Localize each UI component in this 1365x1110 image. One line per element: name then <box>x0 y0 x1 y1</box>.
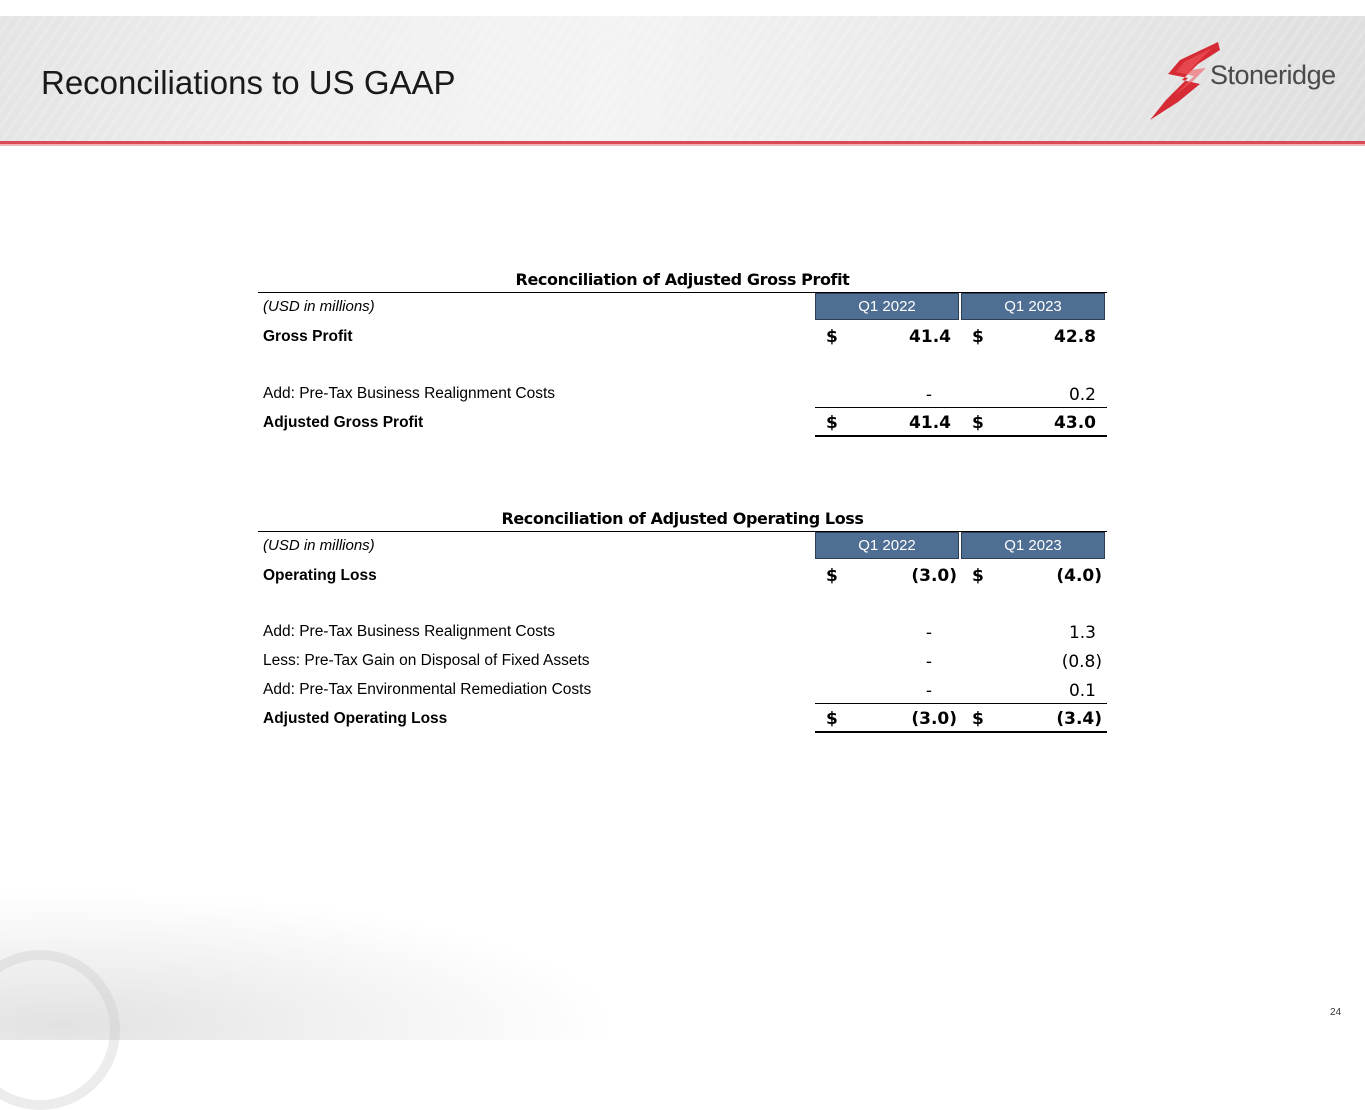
row-label-gain-on-disposal: Less: Pre-Tax Gain on Disposal of Fixed Assets <box>263 652 590 669</box>
row-label-adjusted-operating-loss: Adjusted Operating Loss <box>263 710 448 727</box>
currency-symbol: $ <box>972 709 984 729</box>
row-label-realignment-costs: Add: Pre-Tax Business Realignment Costs <box>263 623 556 640</box>
value-gross-profit-q1-2022: 41.4 <box>909 327 951 347</box>
currency-symbol: $ <box>972 327 984 347</box>
value-adjusted-operating-loss-q1-2023: (3.4) <box>1056 709 1102 729</box>
value-realignment-q1-2022: - <box>925 623 932 643</box>
operating-loss-table-title: Reconciliation of Adjusted Operating Loss <box>501 509 864 528</box>
column-header-q1-2023: Q1 2023 <box>961 532 1105 559</box>
top-margin <box>0 0 1365 16</box>
subtotal-rule <box>815 703 1107 704</box>
row-label-operating-loss: Operating Loss <box>263 567 377 584</box>
column-header-q1-2022: Q1 2022 <box>815 532 959 559</box>
total-rule <box>815 731 1107 733</box>
column-header-q1-2023: Q1 2023 <box>961 293 1105 320</box>
currency-symbol: $ <box>826 566 838 586</box>
page-number: 24 <box>1330 1007 1342 1018</box>
value-gain-on-disposal-q1-2023: (0.8) <box>1061 652 1102 672</box>
value-operating-loss-q1-2022: (3.0) <box>911 566 957 586</box>
units-label: (USD in millions) <box>263 298 375 315</box>
row-label-realignment-costs: Add: Pre-Tax Business Realignment Costs <box>263 385 556 402</box>
value-gross-profit-q1-2023: 42.8 <box>1054 327 1096 347</box>
value-environmental-q1-2022: - <box>925 681 932 701</box>
currency-symbol: $ <box>972 413 984 433</box>
value-realignment-q1-2023: 0.2 <box>1068 385 1096 405</box>
value-adjusted-gross-profit-q1-2022: 41.4 <box>909 413 951 433</box>
gross-profit-table-title: Reconciliation of Adjusted Gross Profit <box>515 270 850 289</box>
currency-symbol: $ <box>826 709 838 729</box>
value-environmental-q1-2023: 0.1 <box>1068 681 1096 701</box>
value-gain-on-disposal-q1-2022: - <box>925 652 932 672</box>
value-operating-loss-q1-2023: (4.0) <box>1056 566 1102 586</box>
row-label-environmental-costs: Add: Pre-Tax Environmental Remediation Costs <box>263 681 592 698</box>
currency-symbol: $ <box>826 327 838 347</box>
row-label-adjusted-gross-profit: Adjusted Gross Profit <box>263 414 424 431</box>
subtotal-rule <box>815 407 1107 408</box>
value-realignment-q1-2022: - <box>925 385 932 405</box>
row-label-gross-profit: Gross Profit <box>263 328 353 345</box>
value-adjusted-gross-profit-q1-2023: 43.0 <box>1054 413 1096 433</box>
column-header-q1-2022: Q1 2022 <box>815 293 959 320</box>
logo-text: Stoneridge <box>1210 60 1336 90</box>
units-label: (USD in millions) <box>263 537 375 554</box>
page-title: Reconciliations to US GAAP <box>41 64 456 101</box>
total-rule <box>815 435 1107 437</box>
currency-symbol: $ <box>826 413 838 433</box>
header-accent-line-light <box>0 144 1365 146</box>
value-adjusted-operating-loss-q1-2022: (3.0) <box>911 709 957 729</box>
currency-symbol: $ <box>972 566 984 586</box>
value-realignment-q1-2023: 1.3 <box>1068 623 1096 643</box>
